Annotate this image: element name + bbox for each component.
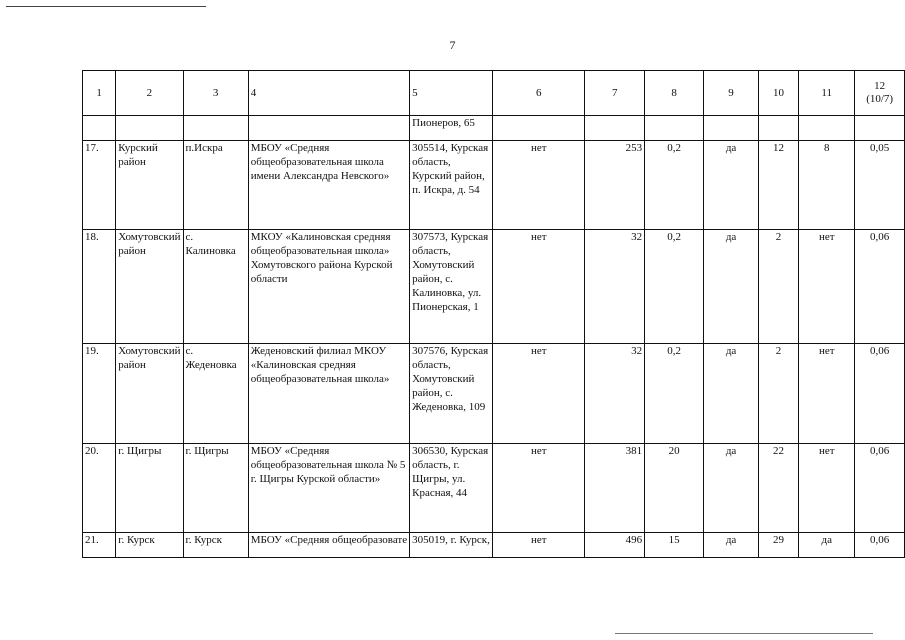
col8-cell: 0,2 xyxy=(645,230,704,344)
col11-cell: 8 xyxy=(799,141,855,230)
row-number: 19. xyxy=(83,344,116,444)
col11-cell: да xyxy=(799,533,855,558)
header-cell: 4 xyxy=(248,71,409,116)
page-number: 7 xyxy=(449,38,456,52)
col9-cell: да xyxy=(704,230,759,344)
col9-cell: да xyxy=(704,444,759,533)
locality-cell: с. Жеденовка xyxy=(183,344,248,444)
table-row xyxy=(83,230,905,344)
col11-cell: нет xyxy=(799,230,855,344)
header-cell: 12 (10/7) xyxy=(855,71,905,116)
locality-cell: г. Курск xyxy=(183,533,248,558)
col9-cell: да xyxy=(704,533,759,558)
table-row xyxy=(83,141,905,230)
col7-cell: 496 xyxy=(585,533,645,558)
col11-cell: нет xyxy=(799,344,855,444)
district-cell: г. Курск xyxy=(116,533,183,558)
district-cell: Курский район xyxy=(116,141,183,230)
col6-cell: нет xyxy=(493,444,585,533)
col12-cell: 0,06 xyxy=(855,344,905,444)
bottom-rule xyxy=(615,633,873,634)
table-row xyxy=(83,533,905,558)
address-cell: Пионеров, 65 xyxy=(410,116,493,141)
header-cell: 2 xyxy=(116,71,183,116)
top-rule xyxy=(6,6,206,7)
header-cell: 11 xyxy=(799,71,855,116)
col10-cell: 2 xyxy=(758,344,798,444)
col8-cell: 0,2 xyxy=(645,344,704,444)
header-cell: 8 xyxy=(645,71,704,116)
col8-cell: 20 xyxy=(645,444,704,533)
address-cell: 306530, Курская область, г. Щигры, ул. Красная, 44 xyxy=(410,444,493,533)
col12-cell: 0,06 xyxy=(855,444,905,533)
header-cell: 10 xyxy=(758,71,798,116)
address-cell: 305514, Курская область, Курский район, п. Искра, д. 54 xyxy=(410,141,493,230)
col7-cell: 381 xyxy=(585,444,645,533)
continuation-row xyxy=(83,116,905,141)
col9-cell: да xyxy=(704,344,759,444)
school-cell: Жеденовский филиал МКОУ «Калиновская средняя общеобразовательная школа» xyxy=(248,344,409,444)
header-cell: 6 xyxy=(493,71,585,116)
address-cell: 307576, Курская область, Хомутовский район, с. Жеденовка, 109 xyxy=(410,344,493,444)
col10-cell: 29 xyxy=(758,533,798,558)
col8-cell: 0,2 xyxy=(645,141,704,230)
locality-cell: п.Искра xyxy=(183,141,248,230)
district-cell: Хомутовский район xyxy=(116,344,183,444)
col11-cell: нет xyxy=(799,444,855,533)
locality-cell: с. Калиновка xyxy=(183,230,248,344)
col7-cell: 253 xyxy=(585,141,645,230)
row-number: 17. xyxy=(83,141,116,230)
header-cell: 5 xyxy=(410,71,493,116)
col12-cell: 0,05 xyxy=(855,141,905,230)
school-cell: МКОУ «Калиновская средняя общеобразовательная школа» Хомутовского района Курской области xyxy=(248,230,409,344)
table-row xyxy=(83,444,905,533)
col6-cell: нет xyxy=(493,344,585,444)
district-cell: Хомутовский район xyxy=(116,230,183,344)
header-cell: 3 xyxy=(183,71,248,116)
col12-cell: 0,06 xyxy=(855,533,905,558)
address-cell: 307573, Курская область, Хомутовский район, с. Калиновка, ул. Пионерская, 1 xyxy=(410,230,493,344)
locality-cell: г. Щигры xyxy=(183,444,248,533)
school-cell: МБОУ «Средняя общеобразовательная школа имени Александра Невского» xyxy=(248,141,409,230)
row-number: 20. xyxy=(83,444,116,533)
row-number: 21. xyxy=(83,533,116,558)
col10-cell: 22 xyxy=(758,444,798,533)
header-row xyxy=(83,71,905,116)
col9-cell: да xyxy=(704,141,759,230)
district-cell: г. Щигры xyxy=(116,444,183,533)
table-row xyxy=(83,344,905,444)
col8-cell: 15 xyxy=(645,533,704,558)
col6-cell: нет xyxy=(493,533,585,558)
col6-cell: нет xyxy=(493,230,585,344)
col10-cell: 2 xyxy=(758,230,798,344)
header-cell: 9 xyxy=(704,71,759,116)
col7-cell: 32 xyxy=(585,230,645,344)
col10-cell: 12 xyxy=(758,141,798,230)
school-cell: МБОУ «Средняя общеобразовательная школа № 5 г. Щигры Курской области» xyxy=(248,444,409,533)
col7-cell: 32 xyxy=(585,344,645,444)
header-cell: 7 xyxy=(585,71,645,116)
header-cell: 1 xyxy=(83,71,116,116)
col6-cell: нет xyxy=(493,141,585,230)
row-number: 18. xyxy=(83,230,116,344)
data-table xyxy=(82,70,905,558)
school-cell: МБОУ «Средняя общеобразовате xyxy=(248,533,409,558)
col12-cell: 0,06 xyxy=(855,230,905,344)
address-cell: 305019, г. Курск, xyxy=(410,533,493,558)
